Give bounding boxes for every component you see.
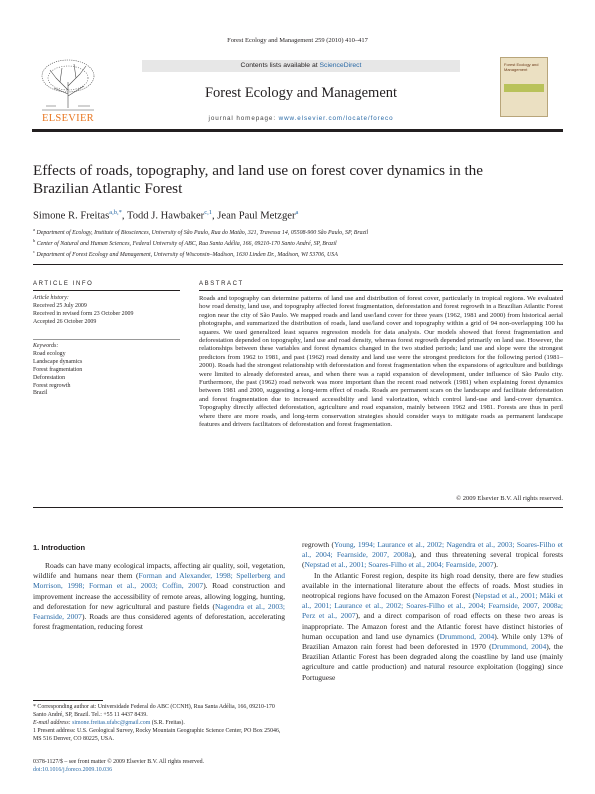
history-item: Received 25 July 2009 bbox=[33, 302, 87, 309]
citation-link[interactable]: Young, 1994; Laurance et al., 2002; Nagendra et al., 2003; Soares-Filho et al., 2004; Fearnside, 2007, 2008a bbox=[302, 540, 563, 560]
homepage-label: journal homepage: bbox=[208, 115, 279, 122]
homepage-link[interactable]: www.elsevier.com/locate/foreco bbox=[278, 115, 394, 122]
author-separator: , bbox=[211, 210, 218, 222]
affiliation-item bbox=[33, 226, 553, 237]
doi-link[interactable]: doi:10.1016/j.foreco.2009.10.036 bbox=[33, 767, 113, 774]
body-text: regrowth ( bbox=[302, 540, 334, 549]
article-title-line-2: Brazilian Atlantic Forest bbox=[33, 179, 183, 197]
introduction-heading: 1. Introduction bbox=[33, 543, 86, 552]
footnote-rule bbox=[33, 700, 103, 701]
keyword-item: Deforestation bbox=[33, 374, 66, 381]
history-item: Accepted 26 October 2009 bbox=[33, 318, 97, 325]
affiliation-text: Center of Natural and Human Sciences, Federal University of ABC, Rua Santa Adélia, 166, 09210-170 Santo André, SP, Brazil bbox=[36, 241, 337, 248]
intro-left-column bbox=[33, 561, 285, 632]
abstract-heading: ABSTRACT bbox=[199, 281, 244, 287]
abstract-text: Roads and topography can determine patterns of land use and distribution of forest cover, particularly in tropical regions. We evaluated how road density, land use, and topography affected forest fragmentation, deforestation and forest regrowth in a Brazilian Atlantic Forest region near the city of São Paulo. We mapped roads and land use/land cover for three years (1962, 1981 and 2000) from historical aerial photographs, and summarized the distribution of roads, land use/land cover and topography within a grid of 94 non-overlapping 100 ha squares. We used generalized least squares regression models for data analysis. Our models showed that forest fragmentation and deforestation depended on topography, land use and road density, whereas forest regrowth depended primarily on land use. However, the relationships between these variables and forest dynamics changed in the two studied periods; land use and slope were the strongest predictors from 1962 to 1981, and past (1962) road density and land use were the strongest predictors for the following period (1981–2000). Roads had the strongest relationship with deforestation and forest fragmentation when the expansions of agriculture and buildings were limited to already deforested areas, and when there was a rapid expansion of development, under influence of São Paulo city. Furthermore, the past (1962) road network was more important than the recent road network (1981) when explaining forest dynamics between 1981 and 2000, suggesting a long-term effect of roads. Roads are permanent scars on the landscape and facilitate deforestation and forest fragmentation due to increased accessibility and land valorization, which control land-use and land-cover dynamics. Topography directly affected deforestation, agriculture and road expansion, mainly between 1962 and 1981. Forests are thus in peril where there are more roads, and long-term conservation strategies should consider ways to mitigate roads as permanent landscape features and drivers facilitators of deforestation and forest fragmentation. bbox=[199, 295, 563, 429]
intro-right-column bbox=[302, 540, 563, 683]
footnote-email bbox=[33, 719, 285, 727]
author-name[interactable]: Simone R. Freitas bbox=[33, 210, 110, 222]
body-text: ). While only 13% of Brazilian Amazon rain forest had been deforested in 1970 ( bbox=[302, 631, 563, 652]
publisher-name: ELSEVIER bbox=[42, 113, 94, 124]
footnote-present-address: 1 Present address: U.S. Geological Survey, Rocky Mountain Geographic Science Center, PO Box 25046, MS 516 Denver, CO 80225, USA. bbox=[33, 728, 281, 743]
email-link[interactable]: simone.freitas.ufabc@gmail.com bbox=[72, 720, 151, 727]
intro-paragraph bbox=[302, 540, 563, 571]
body-text: ), the Brazilian Atlantic Forest has been degraded along the coastline by land use (mainly agriculture and cattle production) and natural resource exploitation (logging) since Portuguese bbox=[302, 642, 563, 682]
article-info-heading: ARTICLE INFO bbox=[33, 281, 94, 287]
body-text: ), and thus threatening several tropical forests ( bbox=[302, 550, 564, 570]
keywords-label: Keywords: bbox=[33, 343, 59, 349]
running-head: Forest Ecology and Management 259 (2010) 410–417 bbox=[227, 37, 368, 44]
body-text: ). bbox=[493, 560, 499, 570]
keyword-item: Forest regrowth bbox=[33, 382, 71, 389]
contents-bar bbox=[142, 60, 460, 72]
citation-link[interactable]: Drummond, 2004 bbox=[491, 642, 547, 652]
affiliation-marker: c bbox=[33, 249, 35, 255]
affiliation-marker: a bbox=[33, 227, 35, 232]
intro-paragraph bbox=[33, 561, 285, 632]
article-title-line-1: Effects of roads, topography, and land use on forest cover dynamics in the bbox=[33, 162, 484, 179]
article-info-rule bbox=[33, 290, 180, 291]
article-history bbox=[33, 295, 180, 327]
issn-line: 0378-1127/$ – see front matter © 2009 Elsevier B.V. All rights reserved. bbox=[33, 759, 205, 765]
abstract-rule bbox=[199, 290, 563, 291]
citation-link[interactable]: Nepstad et al., 2001; Mäki et al., 2001; Laurance et al., 2002; Soares-Filho et al., 2004; Fearnside, 2007, 2008a; Perz et al., 2007 bbox=[302, 591, 563, 621]
keywords bbox=[33, 343, 180, 398]
author-separator: , bbox=[121, 210, 127, 222]
email-label: E-mail address: bbox=[33, 720, 71, 727]
keyword-item: Brazil bbox=[33, 390, 48, 397]
journal-homepage bbox=[142, 115, 460, 122]
body-text: ), and a direct comparison of road effects on these two areas is inappropriate. The Amazon forest and the Atlantic forest have distinct histories of human occupation and land use dynamics ( bbox=[302, 611, 563, 641]
citation-link[interactable]: Nepstad et al., 2001; Soares-Filho et al., 2004; Fearnside, 2007 bbox=[304, 560, 494, 570]
section-rule bbox=[33, 264, 563, 265]
cover-band bbox=[504, 84, 544, 92]
journal-cover-thumbnail bbox=[500, 57, 548, 117]
body-text: Roads can have many ecological impacts, affecting air quality, soil, vegetation, wildlife and humans near them ( bbox=[33, 561, 285, 581]
affiliation-text: Department of Forest Ecology and Management, University of Wisconsin–Madison, 1630 Linden Dr., Madison, WI 53706, USA bbox=[36, 252, 338, 259]
keyword-item: Road ecology bbox=[33, 350, 66, 357]
affiliations bbox=[33, 226, 553, 260]
header-rule bbox=[32, 129, 563, 132]
affiliation-marker: b bbox=[33, 238, 36, 244]
history-item: Received in revised form 23 October 2009 bbox=[33, 310, 134, 317]
citation-link[interactable]: Nagendra et al., 2003; Fearnside, 2007 bbox=[33, 601, 285, 622]
issn-block bbox=[33, 758, 293, 774]
sciencedirect-link[interactable]: ScienceDirect bbox=[319, 62, 362, 69]
author-name[interactable]: Todd J. Hawbaker bbox=[126, 210, 205, 222]
author-list bbox=[33, 209, 553, 222]
history-label: Article history: bbox=[33, 295, 69, 301]
keyword-item: Forest fragmentation bbox=[33, 366, 83, 373]
affiliation-item bbox=[33, 237, 553, 248]
author-name[interactable]: Jean Paul Metzger bbox=[217, 210, 296, 222]
body-text: ). Roads are thus considered agents of deforestation, accelerating forest fragmentation, reducing forest bbox=[33, 612, 285, 632]
affiliation-item bbox=[33, 248, 553, 259]
citation-link[interactable]: Forman and Alexander, 1998; Spellerberg and Morrison, 1998; Forman et al., 2003; Coffin, 2007 bbox=[33, 571, 286, 591]
contents-label: Contents lists available at bbox=[240, 62, 320, 69]
body-text: In the Atlantic Forest region, despite its high road density, there are few studies available in the international literature about the effects of roads. Most studies in neotropical regions have focused on the Amazon Forest ( bbox=[302, 570, 563, 601]
email-suffix: (S.R. Freitas). bbox=[151, 720, 185, 727]
journal-title: Forest Ecology and Management bbox=[204, 85, 398, 101]
author-affil-marker: a,b,* bbox=[109, 209, 122, 216]
article-title bbox=[33, 162, 553, 197]
author-affil-marker: c,1 bbox=[204, 209, 212, 216]
abstract-end-rule bbox=[33, 507, 563, 508]
keyword-item: Landscape dynamics bbox=[33, 358, 83, 365]
author-affil-marker: a bbox=[295, 209, 299, 216]
cover-title: Forest Ecology and Management bbox=[504, 62, 539, 72]
footnote-corresponding: * Corresponding author at: Universidade Federal do ABC (CCNH), Rua Santa Adélia, 166, 09210-170 Santo André, SP, Brazil. Tel.: +55 11 4437 8439. bbox=[33, 704, 275, 719]
affiliation-text: Department of Ecology, Institute of Biosciences, University of São Paulo, Rua do Matão, 321, Travessa 14, 05508-900 São Paulo, SP, Brazil bbox=[36, 229, 369, 236]
citation-link[interactable]: Drummond, 2004 bbox=[439, 631, 495, 641]
footnotes bbox=[33, 703, 285, 743]
body-text: ). Road construction and improvement increase the accessibility of remote areas, allowing logging, hunting, and deforestation for new agricultural and pasture fields ( bbox=[33, 581, 286, 611]
intro-paragraph bbox=[302, 571, 563, 683]
copyright-notice: © 2009 Elsevier B.V. All rights reserved. bbox=[456, 495, 563, 502]
journal-header bbox=[32, 56, 563, 128]
